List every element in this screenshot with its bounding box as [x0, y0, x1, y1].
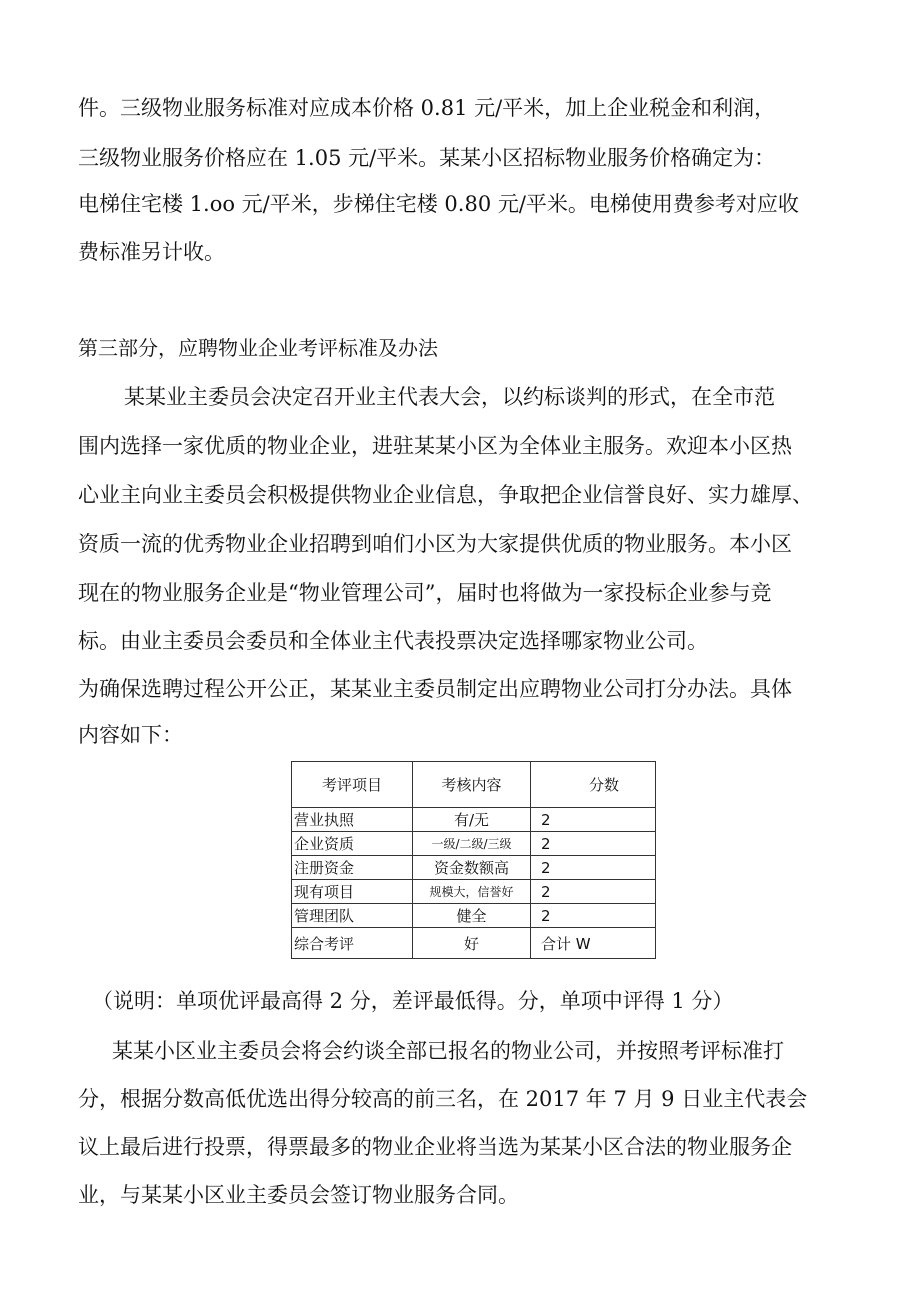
paragraph-line: 现在的物业服务企业是“物业管理公司”，届时也将做为一家投标企业参与竞 — [78, 581, 772, 605]
paragraph-line: 费标准另计收。 — [78, 240, 225, 264]
paragraph-line: 业，与某某小区业主委员会签订物业服务合同。 — [78, 1183, 519, 1207]
table-cell: 有/无 — [413, 808, 531, 832]
paragraph-line: 围内选择一家优质的物业企业，进驻某某小区为全体业主服务。欢迎本小区热 — [78, 434, 792, 458]
table-cell: 综合考评 — [292, 928, 413, 959]
scoring-table — [291, 761, 656, 959]
paragraph-line: 三级物业服务价格应在 1.05 元/平米。某某小区招标物业服务价格确定为： — [78, 146, 776, 170]
paragraph-line: 议上最后进行投票，得票最多的物业企业将当选为某某小区合法的物业服务企 — [78, 1135, 792, 1159]
paragraph-line: 资质一流的优秀物业企业招聘到咱们小区为大家提供优质的物业服务。本小区 — [78, 532, 792, 556]
paragraph-line: 某某小区业主委员会将会约谈全部已报名的物业公司，并按照考评标准打 — [112, 1039, 784, 1063]
table-row — [292, 832, 656, 856]
table-cell: 注册资金 — [292, 856, 413, 880]
table-cell: 2 — [531, 856, 656, 880]
table-header-cell: 分数 — [531, 762, 656, 808]
section-heading: 第三部分，应聘物业企业考评标准及办法 — [78, 336, 438, 360]
table-cell: 好 — [413, 928, 531, 959]
table-cell: 一级/二级/三级 — [413, 832, 531, 856]
paragraph-line: 内容如下： — [78, 723, 183, 747]
table-cell: 资金数额高 — [413, 856, 531, 880]
table-header-cell: 考评项目 — [292, 762, 413, 808]
paragraph-line: 心业主向业主委员会积极提供物业企业信息，争取把企业信誉良好、实力雄厚、 — [78, 483, 813, 507]
paragraph-line: 为确保选聘过程公开公正，某某业主委员制定出应聘物业公司打分办法。具体 — [78, 677, 792, 701]
table-row — [292, 808, 656, 832]
paragraph-line: 某某业主委员会决定召开业主代表大会，以约标谈判的形式，在全市范 — [124, 385, 775, 409]
table-row — [292, 928, 656, 959]
table-cell: 2 — [531, 808, 656, 832]
paragraph-line: 件。三级物业服务标准对应成本价格 0.81 元/平米，加上企业税金和利润， — [78, 96, 776, 120]
table-header-row — [292, 762, 656, 808]
table-cell: 规模大，信誉好 — [413, 880, 531, 904]
paragraph-line: 分，根据分数高低优选出得分较高的前三名，在 2017 年 7 月 9 日业主代表会 — [78, 1087, 808, 1111]
table-cell: 现有项目 — [292, 880, 413, 904]
table-cell: 2 — [531, 904, 656, 928]
table-row — [292, 880, 656, 904]
table-cell: 营业执照 — [292, 808, 413, 832]
table-cell: 2 — [531, 880, 656, 904]
table-cell: 企业资质 — [292, 832, 413, 856]
table-cell: 合计 W — [531, 928, 656, 959]
paragraph-line: 标。由业主委员会委员和全体业主代表投票决定选择哪家物业公司。 — [78, 629, 708, 653]
table-header-cell: 考核内容 — [413, 762, 531, 808]
table-cell: 管理团队 — [292, 904, 413, 928]
table-row — [292, 856, 656, 880]
table-note: （说明：单项优评最高得 2 分，差评最低得。分，单项中评得 1 分） — [92, 989, 734, 1013]
table-cell: 健全 — [413, 904, 531, 928]
table-row — [292, 904, 656, 928]
table-cell: 2 — [531, 832, 656, 856]
paragraph-line: 电梯住宅楼 1.oo 元/平米，步梯住宅楼 0.80 元/平米。电梯使用费参考对应收 — [78, 192, 799, 216]
